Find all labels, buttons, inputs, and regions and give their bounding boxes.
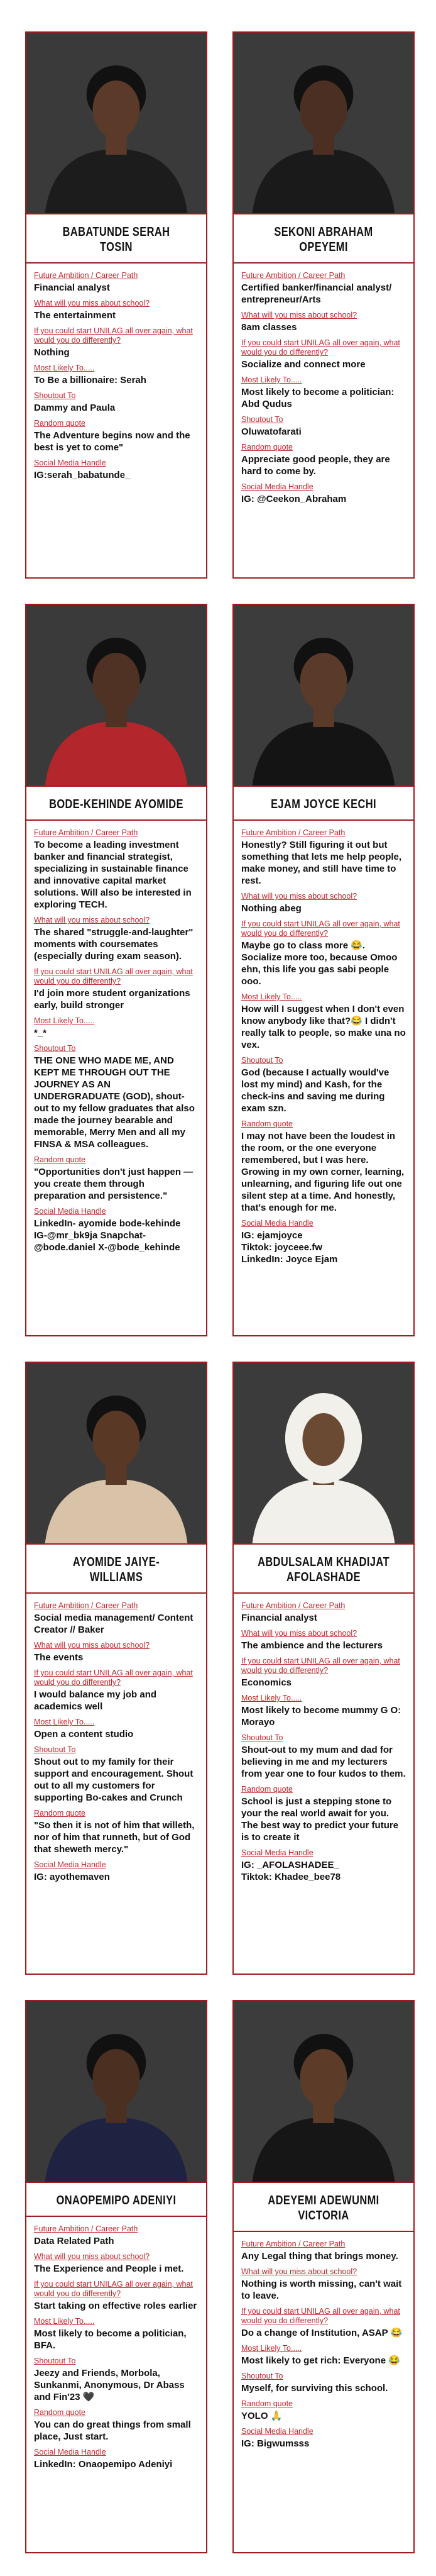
- question-quote: Random quote: [34, 419, 86, 428]
- profile-answers: [234, 828, 413, 1274]
- question-quote: Random quote: [241, 2399, 293, 2408]
- answer-ambition: Any Legal thing that brings money.: [241, 2251, 398, 2262]
- name-divider: [234, 819, 413, 821]
- answer-miss: The events: [34, 1652, 84, 1663]
- question-ambition: Future Ambition / Career Path: [241, 828, 346, 837]
- profile-card: [232, 604, 415, 1336]
- answer-social: LinkedIn: Onaopemipo Adeniyi: [34, 2459, 173, 2470]
- profile-card: [25, 1362, 207, 1975]
- answer-shoutout: Oluwatofarati: [241, 426, 302, 437]
- question-likely: Most Likely To.....: [241, 1694, 302, 1702]
- answer-restart: Socialize and connect more: [241, 359, 366, 370]
- profile-name: BABATUNDE SERAH TOSIN: [62, 225, 170, 254]
- question-social: Social Media Handle: [34, 458, 106, 467]
- question-ambition: Future Ambition / Career Path: [34, 271, 138, 280]
- question-ambition: Future Ambition / Career Path: [241, 1601, 346, 1610]
- question-miss: What will you miss about school?: [241, 1629, 357, 1638]
- name-divider: [234, 262, 413, 264]
- profile-answers: [26, 1601, 206, 1892]
- answer-shoutout: THE ONE WHO MADE ME, AND KEPT ME THROUGH OUT THE JOURNEY AS AN UNDERGRADUATE (GOD), shout-out to my fellow graduates that also made the journey bearable and memorable, Merry Men and all my FINSA & MSA colleagues.: [34, 1055, 195, 1150]
- question-shoutout: Shoutout To: [241, 1056, 283, 1065]
- answer-miss: Nothing abeg: [241, 903, 302, 914]
- profile-card: [232, 31, 415, 579]
- answer-shoutout: Shout-out to my mum and dad for believing in me and my lecturers from year one to four kudos to them.: [241, 1745, 406, 1779]
- question-miss: What will you miss about school?: [34, 1641, 150, 1650]
- answer-likely: Most likely to get rich: Everyone 😂: [241, 2355, 400, 2366]
- answer-restart: I'd join more student organizations early, build stronger: [34, 988, 190, 1011]
- answer-shoutout: Myself, for surviving this school.: [241, 2383, 388, 2394]
- answer-quote: "Opportunities don't just happen — you create them through preparation and persistence.": [34, 1167, 193, 1201]
- name-divider: [26, 2216, 206, 2217]
- question-likely: Most Likely To.....: [34, 1718, 95, 1726]
- question-likely: Most Likely To.....: [34, 2317, 95, 2326]
- question-shoutout: Shoutout To: [34, 1044, 76, 1053]
- answer-shoutout: God (because I actually would've lost my mind) and Kash, for the check-ins and saving me during exam szn.: [241, 1067, 390, 1114]
- question-shoutout: Shoutout To: [34, 2357, 76, 2365]
- answer-likely: Most likely to become a politician, BFA.: [34, 2328, 187, 2351]
- profile-answers: [26, 2224, 206, 2479]
- answer-miss: The ambience and the lecturers: [241, 1640, 383, 1651]
- question-quote: Random quote: [34, 1155, 86, 1164]
- answer-restart: Start taking on effective roles earlier: [34, 2301, 197, 2311]
- answer-miss: The Experience and People i met.: [34, 2263, 184, 2274]
- answer-restart: Economics: [241, 1677, 292, 1688]
- question-likely: Most Likely To.....: [241, 375, 302, 384]
- portrait-silhouette: [26, 1363, 206, 1543]
- question-social: Social Media Handle: [241, 1219, 313, 1228]
- answer-likely: *_*: [34, 1028, 47, 1038]
- question-quote: Random quote: [241, 1785, 293, 1794]
- question-restart: If you could start UNILAG all over again, what would you do differently?: [241, 919, 400, 938]
- profile-card: [232, 2000, 415, 2553]
- question-ambition: Future Ambition / Career Path: [241, 271, 346, 280]
- profile-answers: [234, 1601, 413, 1892]
- question-social: Social Media Handle: [34, 1860, 106, 1869]
- profile-answers: [234, 2240, 413, 2458]
- answer-likely: To Be a billionaire: Serah: [34, 375, 146, 386]
- profile-name: SEKONI ABRAHAM OPEYEMI: [274, 225, 373, 254]
- portrait-silhouette: [234, 1363, 413, 1543]
- answer-miss: Nothing is worth missing, can't wait to leave.: [241, 2279, 402, 2301]
- name-divider: [26, 819, 206, 821]
- portrait-silhouette: [234, 2001, 413, 2182]
- answer-quote: "So then it is not of him that willeth, nor of him that runneth, but of God that sheweth mercy.": [34, 1820, 195, 1855]
- answer-social: IG: ayothemaven: [34, 1872, 110, 1882]
- question-restart: If you could start UNILAG all over again, what would you do differently?: [34, 2280, 193, 2298]
- profile-name: AYOMIDE JAIYE-WILLIAMS: [72, 1555, 160, 1584]
- question-miss: What will you miss about school?: [34, 299, 150, 308]
- portrait-silhouette: [234, 33, 413, 213]
- answer-shoutout: Dammy and Paula: [34, 402, 116, 413]
- question-shoutout: Shoutout To: [34, 1745, 76, 1754]
- portrait-photo: [234, 33, 413, 214]
- question-social: Social Media Handle: [241, 482, 313, 491]
- answer-miss: The entertainment: [34, 310, 116, 321]
- question-social: Social Media Handle: [241, 2427, 313, 2436]
- portrait-photo: [234, 605, 413, 787]
- question-shoutout: Shoutout To: [241, 415, 283, 424]
- portrait-photo: [26, 33, 206, 214]
- question-ambition: Future Ambition / Career Path: [34, 828, 138, 837]
- question-ambition: Future Ambition / Career Path: [241, 2240, 346, 2248]
- answer-quote: School is just a stepping stone to your the real world await for you. The best way to predict your future is to create it: [241, 1796, 399, 1843]
- answer-quote: YOLO 🙏: [241, 2411, 283, 2421]
- answer-ambition: To become a leading investment banker and financial strategist, specializing in sustainable finance and innovative capital market solutions. Will also be interested in exploring TECH.: [34, 840, 192, 910]
- profile-card: [25, 604, 207, 1336]
- profile-name: ABDULSALAM KHADIJAT AFOLASHADE: [258, 1555, 390, 1584]
- question-likely: Most Likely To.....: [34, 1016, 95, 1025]
- portrait-photo: [26, 2001, 206, 2183]
- profile-answers: [26, 828, 206, 1262]
- profile-name: ONAOPEMIPO ADENIYI: [56, 2194, 177, 2207]
- answer-likely: Most likely to become a politician: Abd Qudus: [241, 387, 395, 409]
- portrait-silhouette: [26, 2001, 206, 2182]
- profile-card: [232, 1362, 415, 1975]
- portrait-photo: [234, 2001, 413, 2183]
- profile-answers: [234, 271, 413, 514]
- question-miss: What will you miss about school?: [241, 311, 357, 319]
- profile-name: ADEYEMI ADEWUNMI VICTORIA: [268, 2194, 379, 2223]
- question-miss: What will you miss about school?: [34, 2252, 150, 2261]
- question-miss: What will you miss about school?: [34, 916, 150, 924]
- question-restart: If you could start UNILAG all over again, what would you do differently?: [34, 967, 193, 985]
- question-ambition: Future Ambition / Career Path: [34, 1601, 138, 1610]
- question-restart: If you could start UNILAG all over again, what would you do differently?: [34, 1668, 193, 1687]
- portrait-silhouette: [26, 605, 206, 786]
- question-social: Social Media Handle: [241, 1848, 313, 1857]
- portrait-silhouette: [26, 33, 206, 213]
- question-restart: If you could start UNILAG all over again, what would you do differently?: [241, 338, 400, 357]
- question-quote: Random quote: [34, 2408, 86, 2417]
- answer-ambition: Social media management/ Content Creator // Baker: [34, 1613, 193, 1635]
- question-quote: Random quote: [34, 1809, 86, 1818]
- answer-restart: I would balance my job and academics well: [34, 1689, 157, 1712]
- question-likely: Most Likely To.....: [34, 364, 95, 372]
- portrait-photo: [26, 1363, 206, 1545]
- question-restart: If you could start UNILAG all over again, what would you do differently?: [34, 326, 193, 345]
- question-likely: Most Likely To.....: [241, 2344, 302, 2353]
- answer-ambition: Certified banker/financial analyst/ entrepreneur/Arts: [241, 282, 392, 305]
- name-divider: [26, 1592, 206, 1594]
- portrait-photo: [26, 605, 206, 787]
- answer-social: IG: @Ceekon_Abraham: [241, 494, 347, 504]
- answer-miss: The shared "struggle-and-laughter" moments with coursemates (especially during exam season).: [34, 927, 193, 962]
- profile-name: BODE-KEHINDE AYOMIDE: [49, 797, 183, 811]
- name-divider: [234, 1592, 413, 1594]
- question-shoutout: Shoutout To: [241, 1733, 283, 1742]
- portrait-photo: [234, 1363, 413, 1545]
- portrait-silhouette: [234, 605, 413, 786]
- answer-social: LinkedIn- ayomide bode-kehinde IG-@mr_bk9ja Snapchat-@bode.daniel X-@bode_kehinde: [34, 1218, 181, 1253]
- answer-social: IG:serah_babatunde_: [34, 470, 131, 480]
- profile-name: EJAM JOYCE KECHI: [271, 797, 376, 811]
- answer-ambition: Data Related Path: [34, 2236, 114, 2246]
- question-miss: What will you miss about school?: [241, 2267, 357, 2276]
- answer-shoutout: Jeezy and Friends, Morbola, Sunkanmi, Anonymous, Dr Abass and Fin'23 🖤: [34, 2368, 185, 2402]
- answer-social: IG: Bigwumsss: [241, 2438, 310, 2449]
- answer-miss: 8am classes: [241, 322, 297, 333]
- answer-quote: You can do great things from small place, Just start.: [34, 2419, 191, 2442]
- answer-social: IG: _AFOLASHADEE_ Tiktok: Khadee_bee78: [241, 1860, 341, 1882]
- question-social: Social Media Handle: [34, 1207, 106, 1216]
- answer-quote: I may not have been the loudest in the room, or the one everyone remembered, but I was here. Growing in my own corner, learning, unlearning, and figuring life out one silent step at a time. And honestly, that's enough for me.: [241, 1131, 405, 1213]
- profile-card: [25, 31, 207, 579]
- answer-ambition: Financial analyst: [241, 1613, 317, 1623]
- answer-quote: The Adventure begins now and the best is yet to come": [34, 430, 190, 453]
- profile-card: [25, 2000, 207, 2553]
- answer-social: IG: ejamjoyce Tiktok: joyceee.fw LinkedIn: Joyce Ejam: [241, 1230, 338, 1265]
- answer-ambition: Financial analyst: [34, 282, 110, 293]
- profile-answers: [26, 271, 206, 490]
- question-restart: If you could start UNILAG all over again, what would you do differently?: [241, 1657, 400, 1675]
- answer-restart: Maybe go to class more 😂. Socialize more too, because Omoo ehn, this life you gas sabi people ooo.: [241, 940, 398, 987]
- question-quote: Random quote: [241, 443, 293, 452]
- question-ambition: Future Ambition / Career Path: [34, 2224, 138, 2233]
- answer-likely: Most likely to become mummy G O: Morayo: [241, 1705, 401, 1728]
- question-miss: What will you miss about school?: [241, 892, 357, 901]
- question-shoutout: Shoutout To: [34, 391, 76, 400]
- question-shoutout: Shoutout To: [241, 2372, 283, 2380]
- answer-restart: Nothing: [34, 347, 70, 358]
- answer-ambition: Honestly? Still figuring it out but something that lets me help people, make money, and still have time to rest.: [241, 840, 402, 886]
- answer-restart: Do a change of Institution, ASAP 😂: [241, 2328, 403, 2338]
- question-social: Social Media Handle: [34, 2448, 106, 2457]
- answer-likely: How will I suggest when I don't even know anybody like that?😂 I didn't really talk to people, so make una no vex.: [241, 1004, 406, 1050]
- name-divider: [234, 2231, 413, 2232]
- answer-quote: Appreciate good people, they are hard to come by.: [241, 454, 390, 477]
- question-quote: Random quote: [241, 1119, 293, 1128]
- answer-likely: Open a content studio: [34, 1729, 134, 1740]
- question-restart: If you could start UNILAG all over again, what would you do differently?: [241, 2307, 400, 2325]
- answer-shoutout: Shout out to my family for their support and encouragement. Shout out to all my customers for supporting Bo-cakes and Crunch: [34, 1757, 193, 1803]
- question-likely: Most Likely To.....: [241, 992, 302, 1001]
- name-divider: [26, 262, 206, 264]
